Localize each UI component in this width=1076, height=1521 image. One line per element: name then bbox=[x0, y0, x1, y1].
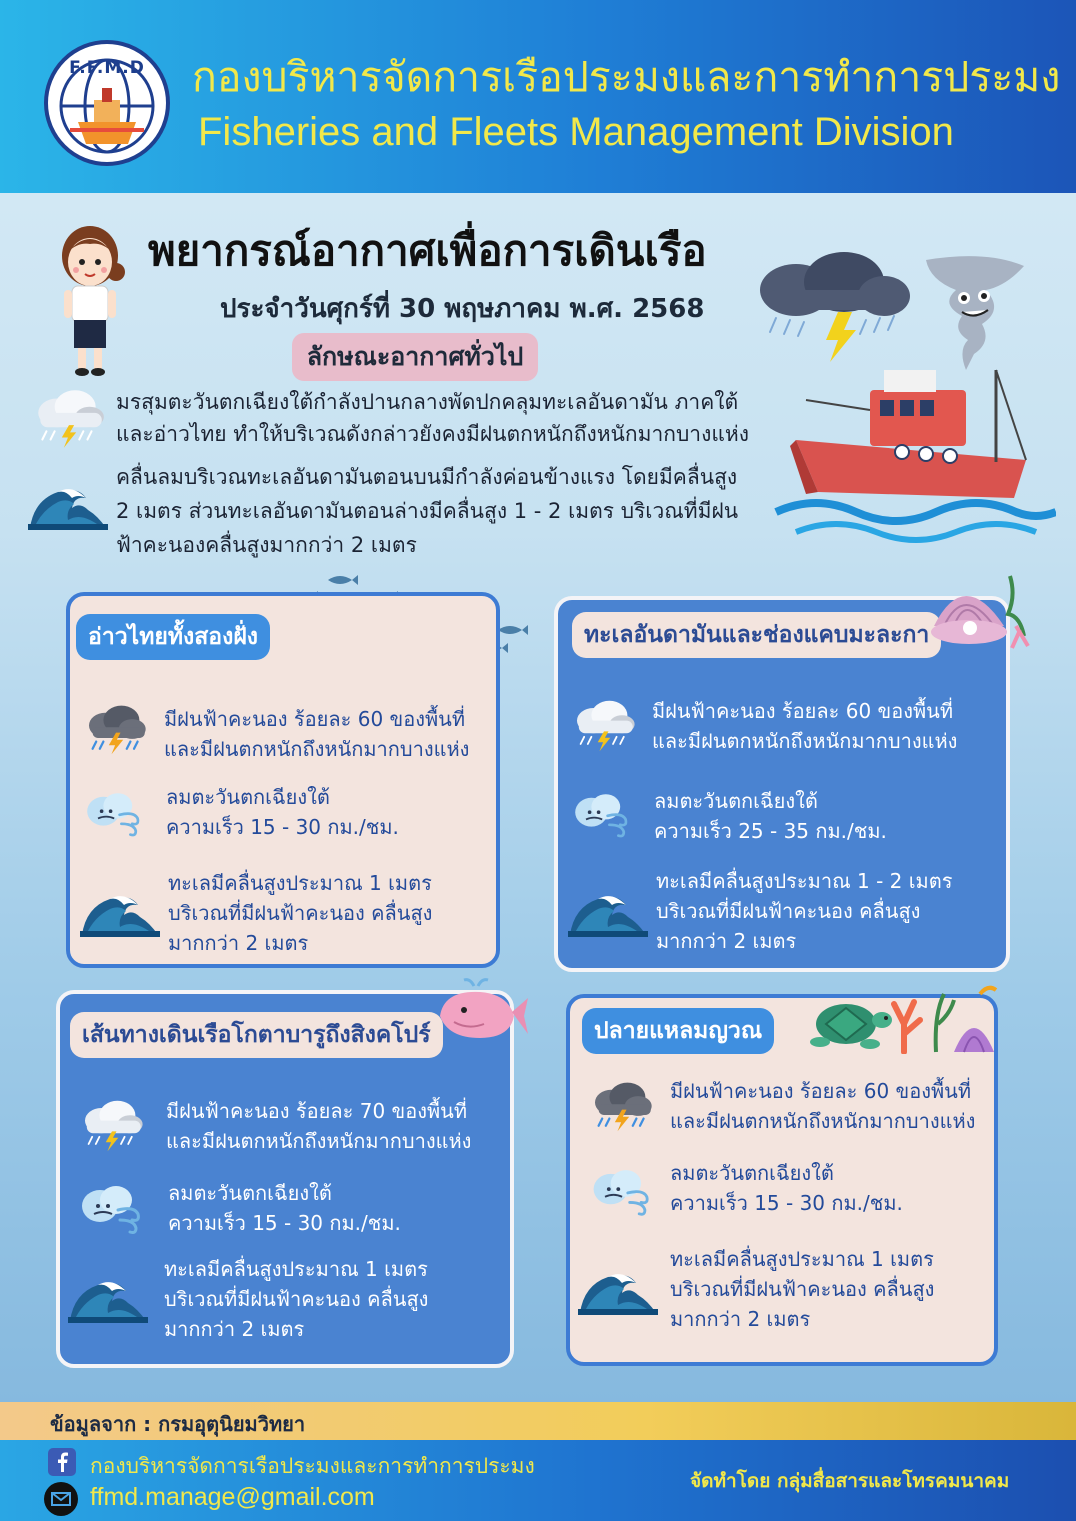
made-by-text: จัดทำโดย กลุ่มสื่อสารและโทรคมนาคม bbox=[690, 1470, 1010, 1492]
coral-icon bbox=[884, 974, 1004, 1054]
wave-text: ทะเลมีคลื่นสูงประมาณ 1 เมตร บริเวณที่มีฝนฟ้าคะนอง คลื่นสูง มากกว่า 2 เมตร bbox=[164, 1257, 429, 1341]
wind-text: ลมตะวันตกเฉียงใต้ ความเร็ว 25 - 35 กม./ชม. bbox=[654, 789, 887, 843]
wave-text: ทะเลมีคลื่นสูงประมาณ 1 - 2 เมตร บริเวณที่มีฝนฟ้าคะนอง คลื่นสูง มากกว่า 2 เมตร bbox=[656, 869, 953, 953]
ffmd-logo bbox=[44, 40, 170, 166]
whale-icon bbox=[434, 976, 530, 1056]
contact-bar bbox=[0, 1440, 1076, 1521]
wind-cloud-icon bbox=[568, 786, 640, 842]
fishing-boat-icon bbox=[756, 250, 1056, 550]
wind-text: ลมตะวันตกเฉียงใต้ ความเร็ว 15 - 30 กม./ชม. bbox=[670, 1161, 903, 1215]
wave-icon bbox=[68, 1272, 148, 1324]
turtle-icon bbox=[804, 986, 894, 1056]
panel-gulf-of-thailand bbox=[66, 592, 500, 968]
wind-text: ลมตะวันตกเฉียงใต้ ความเร็ว 15 - 30 กม./ชม. bbox=[166, 785, 399, 839]
wind-cloud-icon bbox=[74, 1178, 154, 1238]
wave-text: ทะเลมีคลื่นสูงประมาณ 1 เมตร บริเวณที่มีฝนฟ้าคะนอง คลื่นสูง มากกว่า 2 เมตร bbox=[168, 871, 433, 955]
shell-icon bbox=[924, 566, 1034, 656]
storm-cloud-icon bbox=[28, 386, 110, 452]
email-link[interactable]: ffmd.manage@gmail.com bbox=[90, 1483, 375, 1511]
wave-icon bbox=[28, 478, 108, 532]
wind-cloud-icon bbox=[80, 786, 152, 840]
general-wave-text: คลื่นลมบริเวณทะเลอันดามันตอนบนมีกำลังค่อนข้างแรง โดยมีคลื่นสูง 2 เมตร ส่วนทะเลอันดามันตอนล่างมีคลื่นสูง 1 - 2 เมตร บริเวณที่มีฝน ฟ้าคะนองคลื่นสูงมากกว่า 2 เมตร bbox=[116, 465, 739, 557]
storm-cloud-icon bbox=[760, 252, 910, 362]
facebook-icon[interactable] bbox=[48, 1448, 76, 1476]
panel-title-andaman-sea: ทะเลอันดามันและช่องแคบมะละกา bbox=[572, 612, 941, 658]
rain-text: มีฝนฟ้าคะนอง ร้อยละ 60 ของพื้นที่ และมีฝนตกหนักถึงหนักมากบางแห่ง bbox=[164, 707, 470, 761]
header-title-th: กองบริหารจัดการเรือประมงและการทำการประมง bbox=[192, 53, 1061, 101]
tornado-icon bbox=[926, 256, 1024, 370]
storm-cloud-icon bbox=[76, 1096, 148, 1156]
wind-text: ลมตะวันตกเฉียงใต้ ความเร็ว 15 - 30 กม./ชม. bbox=[168, 1181, 401, 1235]
logo-text: F.F.M.D bbox=[69, 58, 145, 78]
general-monsoon-text: มรสุมตะวันตกเฉียงใต้กำลังปานกลางพัดปกคลุมทะเลอันดามัน ภาคใต้ และอ่าวไทย ทำให้บริเวณดังกล่าวยังคงมีฝนตกหนักถึงหนักมากบางแห่ง bbox=[116, 390, 749, 446]
header-banner bbox=[0, 0, 1076, 193]
forecast-date: ประจำวันศุกร์ที่ 30 พฤษภาคม พ.ศ. 2568 bbox=[220, 294, 705, 324]
girl-mascot bbox=[50, 222, 130, 378]
panel-title-gulf-of-thailand: อ่าวไทยทั้งสองฝั่ง bbox=[76, 614, 270, 660]
rain-text: มีฝนฟ้าคะนอง ร้อยละ 70 ของพื้นที่ และมีฝนตกหนักถึงหนักมากบางแห่ง bbox=[166, 1099, 472, 1153]
forecast-title: พยากรณ์อากาศเพื่อการเดินเรือ bbox=[148, 226, 707, 275]
storm-cloud-icon bbox=[586, 1078, 658, 1134]
header-title-en: Fisheries and Fleets Management Division bbox=[198, 110, 954, 154]
email-icon[interactable] bbox=[44, 1482, 78, 1516]
rain-text: มีฝนฟ้าคะนอง ร้อยละ 60 ของพื้นที่ และมีฝนตกหนักถึงหนักมากบางแห่ง bbox=[670, 1079, 976, 1133]
rain-text: มีฝนฟ้าคะนอง ร้อยละ 60 ของพื้นที่ และมีฝนตกหนักถึงหนักมากบางแห่ง bbox=[652, 699, 958, 753]
wave-icon bbox=[80, 886, 160, 938]
source-bar bbox=[0, 1402, 1076, 1440]
storm-cloud-icon bbox=[80, 702, 152, 756]
storm-cloud-icon bbox=[568, 696, 640, 756]
panel-title-ca-mau-cape: ปลายแหลมญวณ bbox=[582, 1008, 774, 1054]
wave-icon bbox=[578, 1264, 658, 1316]
wave-icon bbox=[568, 886, 648, 938]
panel-title-kota-bharu-singapore: เส้นทางเดินเรือโกตาบารูถึงสิงคโปร์ bbox=[70, 1012, 443, 1058]
general-weather-label: ลักษณะอากาศทั่วไป bbox=[292, 333, 538, 381]
wave-text: ทะเลมีคลื่นสูงประมาณ 1 เมตร บริเวณที่มีฝนฟ้าคะนอง คลื่นสูง มากกว่า 2 เมตร bbox=[670, 1247, 935, 1331]
facebook-page-link[interactable]: กองบริหารจัดการเรือประมงและการทำการประมง bbox=[90, 1454, 535, 1478]
wind-cloud-icon bbox=[586, 1162, 662, 1220]
source-text: ข้อมูลจาก : กรมอุตุนิยมวิทยา bbox=[50, 1412, 306, 1436]
